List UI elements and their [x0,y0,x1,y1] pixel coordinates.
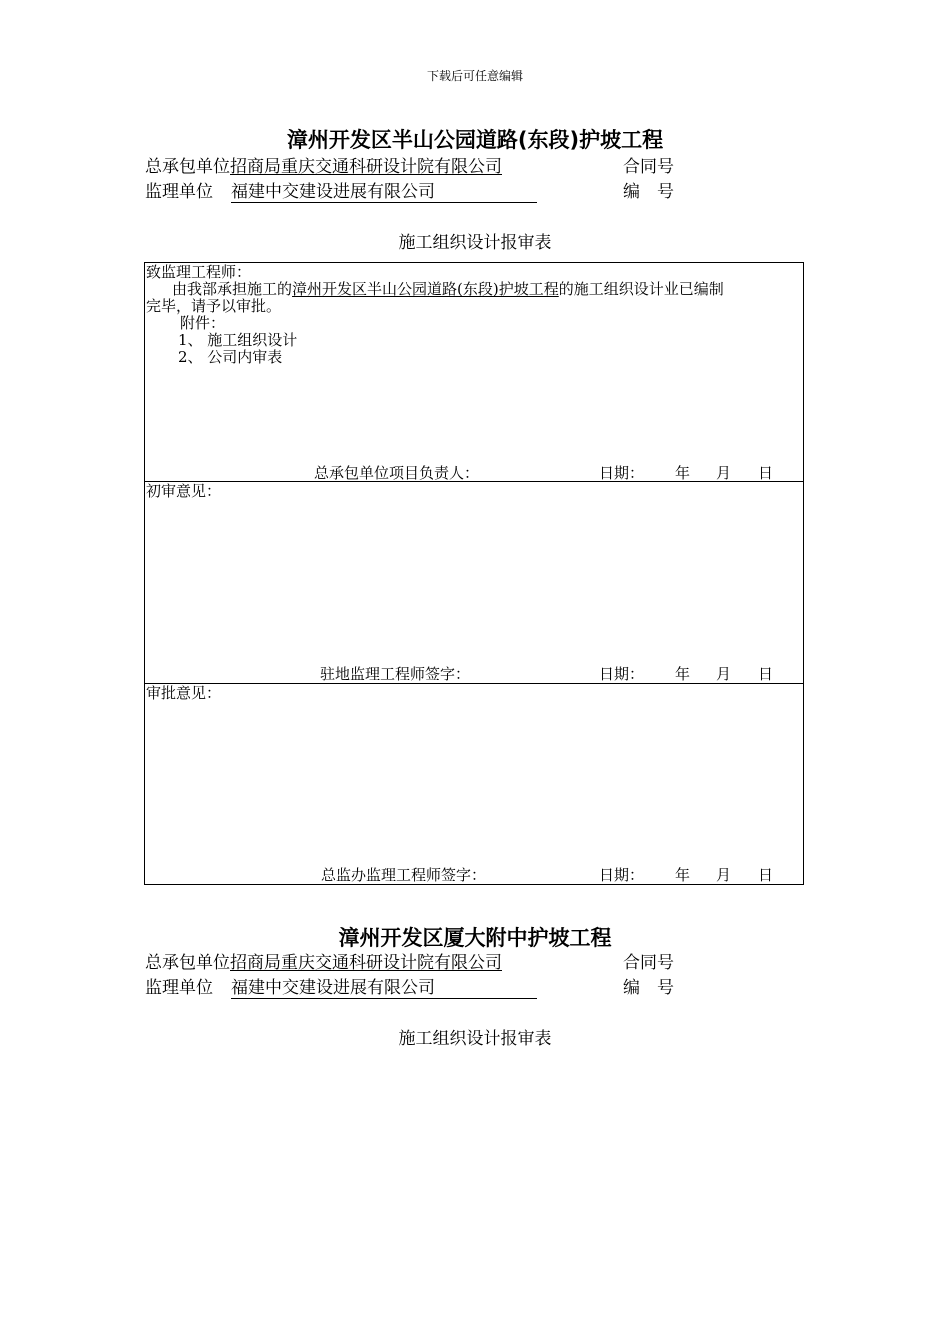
doc1-title: 漳州开发区半山公园道路(东段)护坡工程 [286,128,664,152]
supervisor-label: 监理单位 [145,182,213,202]
attachments-label: 附件： [180,314,226,332]
date-label: 日期： [599,665,645,683]
initial-review-heading: 初审意见： [146,482,222,500]
download-note: 下载后可任意编辑 [426,69,523,83]
body-post: 的施工组织设计业已编制 [558,280,724,298]
doc2-form-title: 施工组织设计报审表 [398,1029,552,1049]
contractor-name: 招商局重庆交通科研设计院有限公司 [230,953,502,973]
year-label: 年 [675,665,691,683]
supervisor-name: 福建中交建设进展有限公司 [231,978,537,999]
day-label: 日 [758,665,774,683]
doc2-title: 漳州开发区厦大附中护坡工程 [338,926,612,950]
doc1-supervisor-line [145,177,537,203]
body-project-name: 漳州开发区半山公园道路(东段)护坡工程 [292,280,559,298]
year-label: 年 [675,464,691,482]
resident-engineer-signature-label: 驻地监理工程师签字： [320,665,471,683]
month-label: 月 [716,665,732,683]
contractor-label: 总承包单位 [145,953,230,973]
date-label: 日期： [599,866,645,884]
review-form-table [144,262,804,885]
doc1-contractor-line [145,152,502,177]
supervisor-name: 福建中交建设进展有限公司 [231,182,537,203]
serial-number-label: 编 号 [623,182,674,202]
contract-number-label: 合同号 [623,953,674,973]
doc2-supervisor-line [145,973,537,999]
submission-body-line1 [172,281,724,298]
contract-number-label: 合同号 [623,157,674,177]
date-label: 日期： [599,464,645,482]
contractor-name: 招商局重庆交通科研设计院有限公司 [230,157,502,177]
day-label: 日 [758,464,774,482]
year-label: 年 [675,866,691,884]
month-label: 月 [716,464,732,482]
contractor-label: 总承包单位 [145,157,230,177]
supervisor-label: 监理单位 [145,978,213,998]
approval-heading: 审批意见： [146,684,222,702]
attachment-2: 2、 公司内审表 [178,348,283,366]
approval-section [145,684,803,884]
body-pre: 由我部承担施工的 [172,280,293,298]
submission-body-line2: 完毕，请予以审批。 [146,297,282,315]
chief-engineer-signature-label: 总监办监理工程师签字： [321,866,487,884]
serial-number-label: 编 号 [623,978,674,998]
initial-review-section [145,482,803,684]
salutation: 致监理工程师： [146,263,252,281]
attachment-1: 1、 施工组织设计 [178,331,298,349]
submission-section [145,263,803,482]
contractor-signature-label: 总承包单位项目负责人： [314,464,480,482]
day-label: 日 [758,866,774,884]
month-label: 月 [716,866,732,884]
doc1-form-title: 施工组织设计报审表 [398,233,552,253]
doc2-contractor-line [145,948,502,973]
